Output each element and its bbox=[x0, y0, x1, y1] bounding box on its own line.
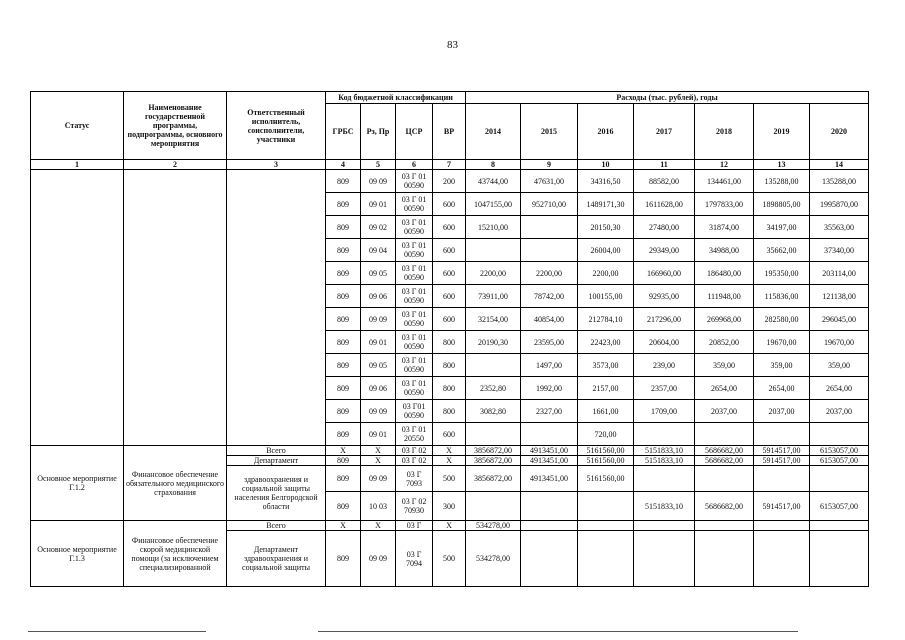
amount-cell: 27480,00 bbox=[634, 216, 695, 239]
amount-cell: 217296,00 bbox=[634, 308, 695, 331]
rzpr-cell: 10 03 bbox=[361, 492, 396, 521]
amount-cell: 135288,00 bbox=[754, 170, 810, 193]
amount-cell: 2200,00 bbox=[578, 262, 634, 285]
amount-cell: 20150,30 bbox=[578, 216, 634, 239]
amount-cell: 5686682,00 bbox=[695, 446, 754, 456]
amount-cell: 203114,00 bbox=[810, 262, 869, 285]
amount-cell: 5161560,00 bbox=[578, 466, 634, 492]
amount-cell: 534278,00 bbox=[466, 521, 521, 531]
header-year: 2018 bbox=[695, 104, 754, 160]
amount-cell: 720,00 bbox=[578, 423, 634, 446]
column-number: 8 bbox=[466, 160, 521, 170]
amount-cell: 2654,00 bbox=[754, 377, 810, 400]
column-number: 12 bbox=[695, 160, 754, 170]
column-number: 4 bbox=[326, 160, 361, 170]
amount-cell: 5151833,10 bbox=[634, 446, 695, 456]
bottom-rule bbox=[318, 631, 798, 632]
grbs-cell: 809 bbox=[326, 239, 361, 262]
amount-cell bbox=[578, 521, 634, 531]
vr-cell: 200 bbox=[433, 170, 466, 193]
amount-cell: 2200,00 bbox=[466, 262, 521, 285]
amount-cell: 20852,00 bbox=[695, 331, 754, 354]
header-year: 2016 bbox=[578, 104, 634, 160]
amount-cell bbox=[754, 423, 810, 446]
amount-cell: 22423,00 bbox=[578, 331, 634, 354]
vr-cell: 600 bbox=[433, 285, 466, 308]
column-number: 3 bbox=[227, 160, 326, 170]
amount-cell: 4913451,00 bbox=[521, 456, 578, 466]
amount-cell: 2037,00 bbox=[810, 400, 869, 423]
amount-cell: 186480,00 bbox=[695, 262, 754, 285]
amount-cell: 952710,00 bbox=[521, 193, 578, 216]
column-number-row bbox=[31, 160, 869, 170]
grbs-cell: 809 bbox=[326, 331, 361, 354]
amount-cell: 5161560,00 bbox=[578, 456, 634, 466]
csr-cell: 03 Г 01 00590 bbox=[396, 331, 433, 354]
vr-cell: 600 bbox=[433, 262, 466, 285]
table-row bbox=[31, 521, 869, 531]
amount-cell bbox=[810, 466, 869, 492]
amount-cell: 26004,00 bbox=[578, 239, 634, 262]
amount-cell: 2157,00 bbox=[578, 377, 634, 400]
amount-cell: 134461,00 bbox=[695, 170, 754, 193]
amount-cell: 3082,80 bbox=[466, 400, 521, 423]
amount-cell: 40854,00 bbox=[521, 308, 578, 331]
amount-cell bbox=[810, 521, 869, 531]
csr-cell: 03 Г01 00590 bbox=[396, 400, 433, 423]
amount-cell: 23595,00 bbox=[521, 331, 578, 354]
amount-cell: 3856872,00 bbox=[466, 466, 521, 492]
header-year: 2020 bbox=[810, 104, 869, 160]
amount-cell bbox=[521, 216, 578, 239]
amount-cell bbox=[578, 531, 634, 587]
amount-cell bbox=[695, 466, 754, 492]
csr-cell: 03 Г 02 bbox=[396, 446, 433, 456]
amount-cell bbox=[578, 492, 634, 521]
grbs-cell: X bbox=[326, 521, 361, 531]
grbs-cell: 809 bbox=[326, 466, 361, 492]
csr-cell: 03 Г 02 70930 bbox=[396, 492, 433, 521]
header-year: 2017 bbox=[634, 104, 695, 160]
grbs-cell: 809 bbox=[326, 193, 361, 216]
rzpr-cell: 09 06 bbox=[361, 285, 396, 308]
amount-cell: 2654,00 bbox=[695, 377, 754, 400]
amount-cell: 5686682,00 bbox=[695, 492, 754, 521]
amount-cell bbox=[521, 239, 578, 262]
grbs-cell: X bbox=[326, 446, 361, 456]
amount-cell: 1611628,00 bbox=[634, 193, 695, 216]
name-cell: Финансовое обеспечение скорой медицинской помощи (за исключением специализированной bbox=[124, 521, 227, 587]
rzpr-cell: 09 01 bbox=[361, 193, 396, 216]
amount-cell: 2654,00 bbox=[810, 377, 869, 400]
amount-cell: 1489171,30 bbox=[578, 193, 634, 216]
amount-cell: 20604,00 bbox=[634, 331, 695, 354]
amount-cell bbox=[466, 423, 521, 446]
rzpr-cell: X bbox=[361, 456, 396, 466]
amount-cell: 5161560,00 bbox=[578, 446, 634, 456]
amount-cell: 19670,00 bbox=[810, 331, 869, 354]
amount-cell bbox=[810, 423, 869, 446]
amount-cell: 19670,00 bbox=[754, 331, 810, 354]
csr-cell: 03 Г 01 00590 bbox=[396, 377, 433, 400]
amount-cell bbox=[695, 531, 754, 587]
amount-cell: 5914517,00 bbox=[754, 446, 810, 456]
amount-cell bbox=[466, 354, 521, 377]
grbs-cell: 809 bbox=[326, 423, 361, 446]
page-number: 83 bbox=[447, 39, 458, 51]
vr-cell: 800 bbox=[433, 354, 466, 377]
executor-cell: Департамент здравоохранения и социальной защиты bbox=[227, 531, 326, 587]
amount-cell: 6153057,00 bbox=[810, 492, 869, 521]
amount-cell: 5686682,00 bbox=[695, 456, 754, 466]
amount-cell: 73911,00 bbox=[466, 285, 521, 308]
rzpr-cell: 09 05 bbox=[361, 354, 396, 377]
amount-cell: 35662,00 bbox=[754, 239, 810, 262]
table-row bbox=[31, 446, 869, 456]
rzpr-cell: 09 04 bbox=[361, 239, 396, 262]
amount-cell: 92935,00 bbox=[634, 285, 695, 308]
amount-cell: 269968,00 bbox=[695, 308, 754, 331]
amount-cell: 100155,00 bbox=[578, 285, 634, 308]
rzpr-cell: 09 09 bbox=[361, 466, 396, 492]
amount-cell: 34988,00 bbox=[695, 239, 754, 262]
amount-cell: 115836,00 bbox=[754, 285, 810, 308]
rzpr-cell: 09 09 bbox=[361, 308, 396, 331]
amount-cell: 37340,00 bbox=[810, 239, 869, 262]
csr-cell: 03 Г 01 00590 bbox=[396, 285, 433, 308]
amount-cell: 1992,00 bbox=[521, 377, 578, 400]
header-csr: ЦСР bbox=[396, 104, 433, 160]
amount-cell bbox=[521, 492, 578, 521]
grbs-cell: 809 bbox=[326, 262, 361, 285]
amount-cell: 239,00 bbox=[634, 354, 695, 377]
column-number: 7 bbox=[433, 160, 466, 170]
amount-cell bbox=[754, 531, 810, 587]
vr-cell: X bbox=[433, 446, 466, 456]
executor-cell: Всего bbox=[227, 521, 326, 531]
column-number: 5 bbox=[361, 160, 396, 170]
amount-cell: 1661,00 bbox=[578, 400, 634, 423]
amount-cell: 31874,00 bbox=[695, 216, 754, 239]
amount-cell bbox=[634, 466, 695, 492]
amount-cell: 534278,00 bbox=[466, 531, 521, 587]
executor-cell bbox=[227, 170, 326, 446]
amount-cell: 166960,00 bbox=[634, 262, 695, 285]
executor-cell: здравоохранения и социальной защиты населения Белгородской области bbox=[227, 466, 326, 521]
amount-cell: 3856872,00 bbox=[466, 446, 521, 456]
amount-cell: 6153057,00 bbox=[810, 456, 869, 466]
amount-cell bbox=[466, 239, 521, 262]
vr-cell: 800 bbox=[433, 400, 466, 423]
amount-cell bbox=[521, 423, 578, 446]
rzpr-cell: 09 01 bbox=[361, 423, 396, 446]
amount-cell: 282580,00 bbox=[754, 308, 810, 331]
amount-cell bbox=[466, 492, 521, 521]
header-status: Статус bbox=[31, 92, 124, 160]
csr-cell: 03 Г 7093 bbox=[396, 466, 433, 492]
rzpr-cell: 09 09 bbox=[361, 531, 396, 587]
table-row bbox=[31, 170, 869, 193]
amount-cell: 111948,00 bbox=[695, 285, 754, 308]
amount-cell: 1497,00 bbox=[521, 354, 578, 377]
amount-cell bbox=[634, 531, 695, 587]
amount-cell bbox=[521, 521, 578, 531]
amount-cell: 5151833,10 bbox=[634, 456, 695, 466]
vr-cell: 600 bbox=[433, 193, 466, 216]
amount-cell: 3573,00 bbox=[578, 354, 634, 377]
amount-cell: 47631,00 bbox=[521, 170, 578, 193]
amount-cell: 4913451,00 bbox=[521, 466, 578, 492]
amount-cell: 5151833,10 bbox=[634, 492, 695, 521]
amount-cell: 35563,00 bbox=[810, 216, 869, 239]
csr-cell: 03 Г 01 00590 bbox=[396, 354, 433, 377]
grbs-cell: 809 bbox=[326, 400, 361, 423]
amount-cell bbox=[521, 531, 578, 587]
amount-cell: 5914517,00 bbox=[754, 456, 810, 466]
status-cell: Основное мероприятие Г.1.3 bbox=[31, 521, 124, 587]
csr-cell: 03 Г 7094 bbox=[396, 531, 433, 587]
csr-cell: 03 Г 01 00590 bbox=[396, 216, 433, 239]
vr-cell: X bbox=[433, 456, 466, 466]
amount-cell: 359,00 bbox=[695, 354, 754, 377]
amount-cell: 2352,80 bbox=[466, 377, 521, 400]
amount-cell: 43744,00 bbox=[466, 170, 521, 193]
vr-cell: 500 bbox=[433, 531, 466, 587]
name-cell bbox=[124, 170, 227, 446]
csr-cell: 03 Г 01 00590 bbox=[396, 308, 433, 331]
column-number: 13 bbox=[754, 160, 810, 170]
rzpr-cell: 09 05 bbox=[361, 262, 396, 285]
vr-cell: X bbox=[433, 521, 466, 531]
amount-cell: 135288,00 bbox=[810, 170, 869, 193]
grbs-cell: 809 bbox=[326, 531, 361, 587]
csr-cell: 03 Г 02 bbox=[396, 456, 433, 466]
grbs-cell: 809 bbox=[326, 216, 361, 239]
csr-cell: 03 Г 01 00590 bbox=[396, 193, 433, 216]
grbs-cell: 809 bbox=[326, 492, 361, 521]
amount-cell: 121138,00 bbox=[810, 285, 869, 308]
amount-cell: 195350,00 bbox=[754, 262, 810, 285]
status-cell bbox=[31, 170, 124, 446]
header-year: 2019 bbox=[754, 104, 810, 160]
grbs-cell: 809 bbox=[326, 285, 361, 308]
amount-cell: 212784,10 bbox=[578, 308, 634, 331]
amount-cell: 15210,00 bbox=[466, 216, 521, 239]
amount-cell: 1995870,00 bbox=[810, 193, 869, 216]
vr-cell: 300 bbox=[433, 492, 466, 521]
bottom-rule bbox=[28, 631, 206, 632]
grbs-cell: 809 bbox=[326, 354, 361, 377]
amount-cell: 4913451,00 bbox=[521, 446, 578, 456]
vr-cell: 800 bbox=[433, 377, 466, 400]
amount-cell: 2357,00 bbox=[634, 377, 695, 400]
vr-cell: 500 bbox=[433, 466, 466, 492]
amount-cell: 78742,00 bbox=[521, 285, 578, 308]
header-vr: ВР bbox=[433, 104, 466, 160]
vr-cell: 600 bbox=[433, 308, 466, 331]
rzpr-cell: 09 02 bbox=[361, 216, 396, 239]
header-grbs: ГРБС bbox=[326, 104, 361, 160]
amount-cell bbox=[695, 521, 754, 531]
header-kbk: Код бюджетной классификации bbox=[326, 92, 466, 104]
column-number: 1 bbox=[31, 160, 124, 170]
rzpr-cell: 09 06 bbox=[361, 377, 396, 400]
vr-cell: 600 bbox=[433, 239, 466, 262]
amount-cell bbox=[754, 521, 810, 531]
amount-cell: 296045,00 bbox=[810, 308, 869, 331]
csr-cell: 03 Г 01 00590 bbox=[396, 170, 433, 193]
amount-cell: 34316,50 bbox=[578, 170, 634, 193]
header-year: 2015 bbox=[521, 104, 578, 160]
amount-cell bbox=[634, 521, 695, 531]
rzpr-cell: 09 09 bbox=[361, 170, 396, 193]
column-number: 11 bbox=[634, 160, 695, 170]
column-number: 6 bbox=[396, 160, 433, 170]
vr-cell: 600 bbox=[433, 423, 466, 446]
header-rzpr: Рз, Пр bbox=[361, 104, 396, 160]
amount-cell: 3856872,00 bbox=[466, 456, 521, 466]
amount-cell bbox=[634, 423, 695, 446]
amount-cell bbox=[695, 423, 754, 446]
header-expenses: Расходы (тыс. рублей), годы bbox=[466, 92, 869, 104]
column-number: 14 bbox=[810, 160, 869, 170]
amount-cell: 1709,00 bbox=[634, 400, 695, 423]
amount-cell bbox=[754, 466, 810, 492]
amount-cell: 2327,00 bbox=[521, 400, 578, 423]
amount-cell: 2037,00 bbox=[695, 400, 754, 423]
rzpr-cell: X bbox=[361, 521, 396, 531]
amount-cell: 34197,00 bbox=[754, 216, 810, 239]
grbs-cell: 809 bbox=[326, 308, 361, 331]
grbs-cell: 809 bbox=[326, 377, 361, 400]
header-year: 2014 bbox=[466, 104, 521, 160]
header-executor: Ответственный исполнитель, соисполнители, участники bbox=[227, 92, 326, 160]
executor-cell: Департамент bbox=[227, 456, 326, 466]
csr-cell: 03 Г bbox=[396, 521, 433, 531]
csr-cell: 03 Г 01 00590 bbox=[396, 239, 433, 262]
csr-cell: 03 Г 01 00590 bbox=[396, 262, 433, 285]
amount-cell bbox=[810, 531, 869, 587]
amount-cell: 32154,00 bbox=[466, 308, 521, 331]
status-cell: Основное мероприятие Г.1.2 bbox=[31, 446, 124, 521]
budget-table bbox=[30, 91, 869, 587]
csr-cell: 03 Г 01 20550 bbox=[396, 423, 433, 446]
amount-cell: 1047155,00 bbox=[466, 193, 521, 216]
amount-cell: 2037,00 bbox=[754, 400, 810, 423]
amount-cell: 2200,00 bbox=[521, 262, 578, 285]
amount-cell: 20190,30 bbox=[466, 331, 521, 354]
vr-cell: 600 bbox=[433, 216, 466, 239]
amount-cell: 359,00 bbox=[754, 354, 810, 377]
grbs-cell: 809 bbox=[326, 456, 361, 466]
rzpr-cell: 09 01 bbox=[361, 331, 396, 354]
amount-cell: 29349,00 bbox=[634, 239, 695, 262]
grbs-cell: 809 bbox=[326, 170, 361, 193]
rzpr-cell: 09 09 bbox=[361, 400, 396, 423]
amount-cell: 5914517,00 bbox=[754, 492, 810, 521]
column-number: 10 bbox=[578, 160, 634, 170]
amount-cell: 1797833,00 bbox=[695, 193, 754, 216]
name-cell: Финансовое обеспечение обязательного медицинского страхования bbox=[124, 446, 227, 521]
column-number: 2 bbox=[124, 160, 227, 170]
amount-cell: 1898805,00 bbox=[754, 193, 810, 216]
vr-cell: 800 bbox=[433, 331, 466, 354]
rzpr-cell: X bbox=[361, 446, 396, 456]
column-number: 9 bbox=[521, 160, 578, 170]
amount-cell: 6153057,00 bbox=[810, 446, 869, 456]
header-name: Наименование государственной программы, подпрограммы, основного мероприятия bbox=[124, 92, 227, 160]
executor-cell: Всего bbox=[227, 446, 326, 456]
amount-cell: 359,00 bbox=[810, 354, 869, 377]
amount-cell: 88582,00 bbox=[634, 170, 695, 193]
